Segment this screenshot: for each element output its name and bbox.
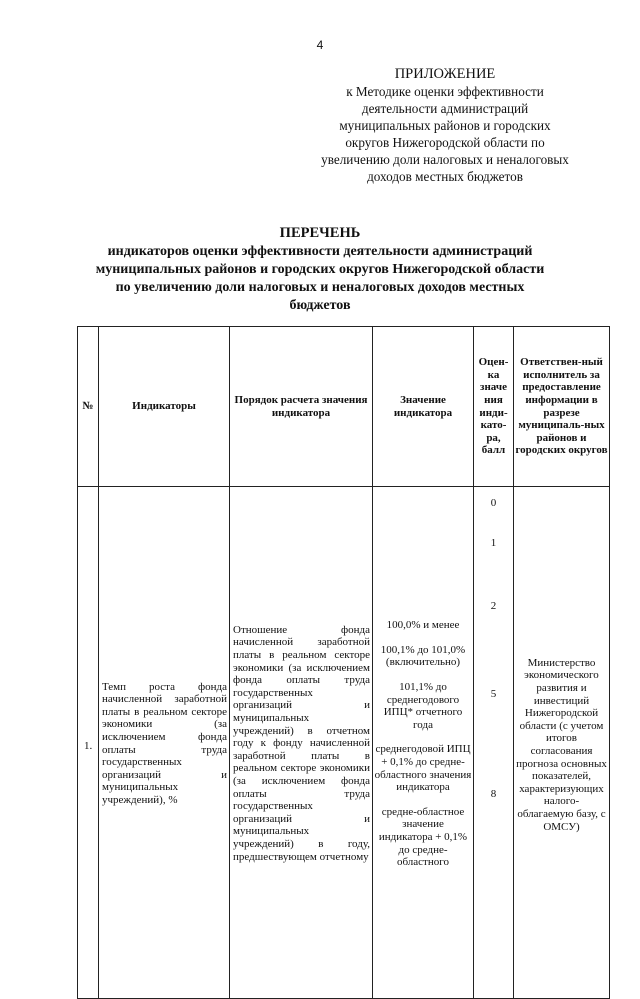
title-line: индикаторов оценки эффективности деятельности администраций	[107, 244, 533, 259]
header-responsible: Ответствен-ный исполнитель за предоставление информации в разрезе муниципаль-ных районов и городских округов	[514, 327, 610, 487]
appendix-line: деятельности администраций	[361, 101, 529, 116]
appendix-line: увеличению доли налоговых и неналоговых	[321, 152, 569, 167]
title-line: по увеличению доли налоговых и неналоговых доходов местных	[115, 280, 525, 295]
appendix-line: муниципальных районов и городских	[339, 118, 551, 133]
table-row	[78, 487, 610, 999]
score-value: 2	[490, 599, 497, 612]
value-cell	[373, 487, 474, 999]
responsible-cell: Министерство экономического развития и инвестиций Нижегородской области (с учетом итогов согласования прогноза основных показателей, характеризующих налого-облагаемую базу, с ОМСУ)	[514, 487, 610, 999]
title-line: бюджетов	[289, 298, 351, 313]
score-cell	[474, 487, 514, 999]
page-number: 4	[316, 38, 324, 52]
header-value: Значение индикатора	[373, 327, 474, 487]
indicator-cell: Темп роста фонда начисленной заработной платы в реальном секторе экономики (за исключением фонда оплаты труда государственных организаций и муниципальных учреждений), %	[99, 487, 230, 999]
score-value: 5	[490, 687, 497, 700]
header-num: №	[78, 327, 99, 487]
appendix-heading: ПРИЛОЖЕНИЕ	[394, 66, 496, 82]
appendix-line: округов Нижегородской области по	[345, 135, 545, 150]
calc-cell: Отношение фонда начисленной заработной платы в реальном секторе экономики (за исключением фонда оплаты труда государственных организаций и муниципальных учреждений) в отчетном году к фонду начисленной заработной платы в реальном секторе экономики (за исключением фонда оплаты труда государственных организаций и муниципальных учреждений) в году, предшествующем отчетному	[230, 487, 373, 999]
header-indicators: Индикаторы	[99, 327, 230, 487]
score-value: 1	[490, 536, 497, 549]
value-item: среднегодовой ИПЦ + 0,1% до средне-областного значения индикатора	[374, 743, 472, 794]
score-value: 8	[490, 787, 497, 800]
appendix-line: к Методике оценки эффективности	[346, 84, 544, 99]
appendix-block	[295, 66, 595, 185]
header-score: Оцен-ка значе ния инди-като-ра, балл	[474, 327, 514, 487]
header-calc: Порядок расчета значения индикатора	[230, 327, 373, 487]
document-title	[40, 224, 600, 315]
title-line: муниципальных районов и городских округов Нижегородской области	[95, 262, 545, 277]
value-item: 100,0% и менее	[386, 619, 460, 632]
value-item: 101,1% до среднегодового ИПЦ* отчетного года	[383, 681, 463, 731]
value-item: средне-областное значение индикатора + 0,1% до средне-областного	[378, 805, 468, 869]
table-header-row	[78, 327, 610, 487]
title-main: ПЕРЕЧЕНЬ	[279, 225, 361, 241]
indicators-table	[77, 326, 610, 999]
appendix-line: доходов местных бюджетов	[367, 169, 523, 184]
value-item: 100,1% до 101,0% (включительно)	[380, 643, 466, 669]
score-value: 0	[490, 496, 497, 509]
row-number: 1.	[78, 487, 99, 999]
